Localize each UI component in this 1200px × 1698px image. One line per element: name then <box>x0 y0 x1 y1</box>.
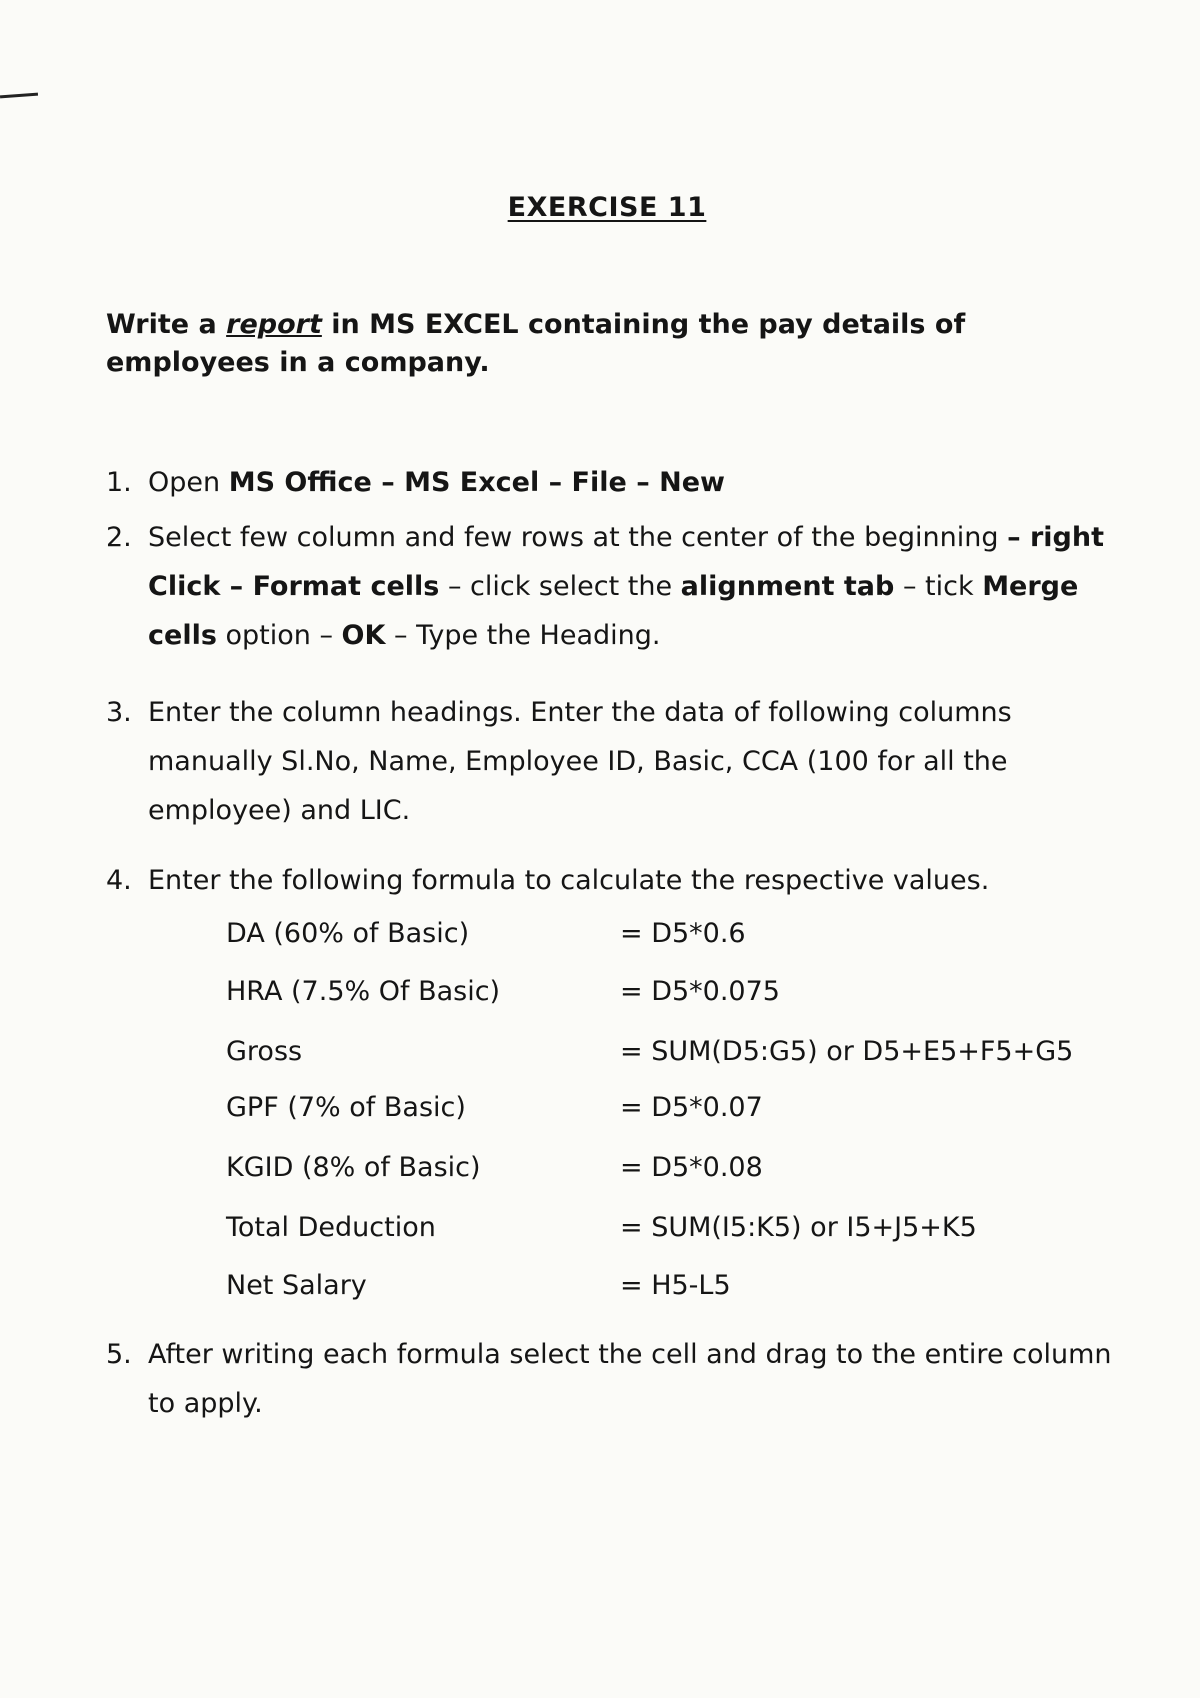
formula-row-gross <box>226 1036 1126 1076</box>
step-text-bold: alignment tab <box>680 571 895 602</box>
step-number: 3. <box>106 697 132 728</box>
formula-value: = H5-L5 <box>620 1270 731 1301</box>
formula-label: Net Salary <box>226 1270 367 1301</box>
step-number: 5. <box>106 1339 132 1370</box>
step-3 <box>106 688 1026 835</box>
step-text <box>148 688 1026 835</box>
formula-row-gpf <box>226 1092 1126 1132</box>
step-text-bold: Merge cells <box>148 571 1079 651</box>
step-text-run: option – <box>216 620 342 651</box>
formula-row-da <box>226 918 1126 958</box>
formula-value: = SUM(I5:K5) or I5+J5+K5 <box>620 1212 977 1243</box>
step-4 <box>106 856 1126 905</box>
formula-row-total-deduction <box>226 1212 1126 1252</box>
step-text-run: Select few column and few rows at the center of the beginning <box>148 522 1008 553</box>
formula-value: = D5*0.6 <box>620 918 746 949</box>
intro-paragraph <box>106 306 1106 382</box>
formula-row-kgid <box>226 1152 1126 1192</box>
intro-text-part2: in MS EXCEL containing the pay details of <box>321 309 966 340</box>
formula-label: Gross <box>226 1036 303 1067</box>
exercise-title: EXERCISE 11 <box>507 192 707 223</box>
step-number: 2. <box>106 522 132 553</box>
formula-label: KGID (8% of Basic) <box>226 1152 481 1183</box>
step-number: 4. <box>106 865 132 896</box>
formula-label: Total Deduction <box>226 1212 436 1243</box>
step-text-bold: – right Click – Format cells <box>148 522 1104 602</box>
step-text <box>148 458 1126 507</box>
step-text <box>148 856 1126 905</box>
step-number: 1. <box>106 467 132 498</box>
step-text-run: – tick <box>894 571 983 602</box>
step-text-run: Enter the following formula to calculate the respective values. <box>148 865 990 896</box>
intro-text-line2: employees in a company. <box>106 347 490 378</box>
step-text-bold: OK <box>341 620 386 651</box>
step-5 <box>106 1330 1126 1428</box>
step-text-run: Open <box>148 467 229 498</box>
step-1 <box>106 458 1126 507</box>
formula-value: = D5*0.075 <box>620 976 780 1007</box>
formula-value: = D5*0.08 <box>620 1152 763 1183</box>
scan-edge-mark <box>0 93 38 99</box>
formula-label: GPF (7% of Basic) <box>226 1092 466 1123</box>
intro-emphasis: report <box>226 309 322 340</box>
formula-row-net-salary <box>226 1270 1126 1310</box>
formula-row-hra <box>226 976 1126 1016</box>
step-text <box>148 513 1106 660</box>
step-text <box>148 1330 1126 1428</box>
step-text-run: – click select the <box>439 571 681 602</box>
intro-text-part1: Write a <box>106 309 227 340</box>
formula-label: HRA (7.5% Of Basic) <box>226 976 501 1007</box>
step-2 <box>106 513 1106 660</box>
step-text-bold: MS Office – MS Excel – File – New <box>228 467 725 498</box>
step-text-run: – Type the Heading. <box>385 620 661 651</box>
formula-value: = D5*0.07 <box>620 1092 763 1123</box>
formula-value: = SUM(D5:G5) or D5+E5+F5+G5 <box>620 1036 1074 1067</box>
step-text-run: After writing each formula select the cell and drag to the entire column to apply. <box>148 1339 1112 1419</box>
step-text-run: Enter the column headings. Enter the data of following columns manually Sl.No, Name, Employee ID, Basic, CCA (100 for all the employee) and LIC. <box>148 697 1012 826</box>
formula-label: DA (60% of Basic) <box>226 918 470 949</box>
